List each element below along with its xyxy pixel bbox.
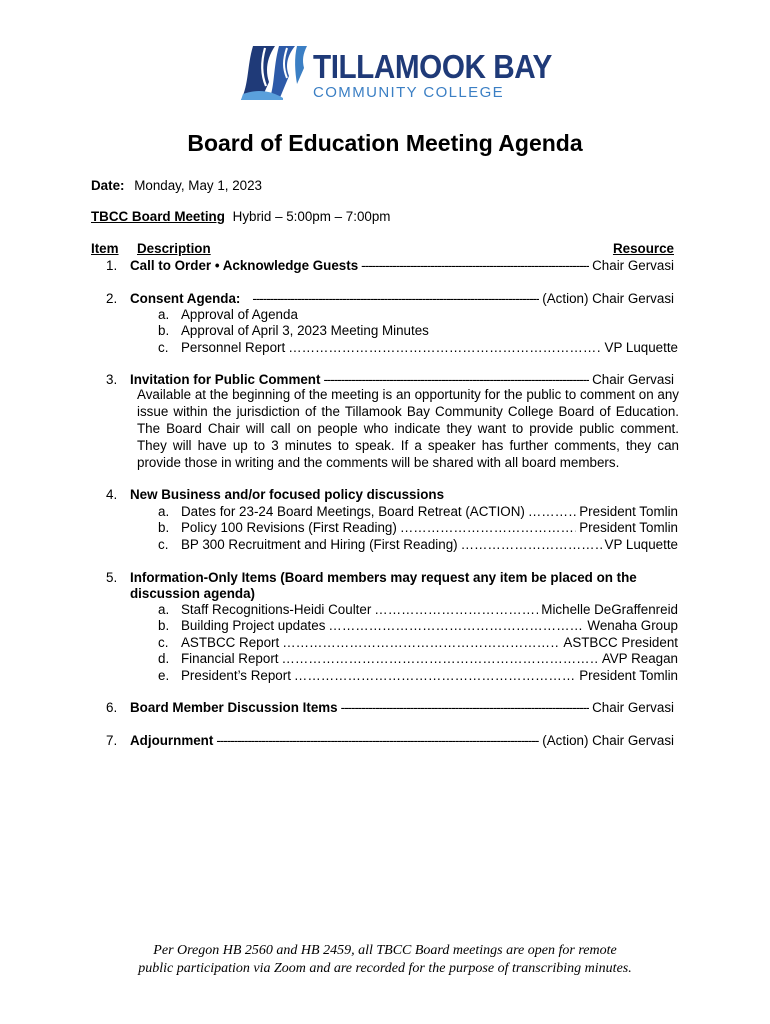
column-item: Item <box>91 241 119 256</box>
logo-name: TILLAMOOK BAY <box>313 48 552 85</box>
subitem-resource: VP Luquette <box>604 340 678 355</box>
item-title-continued: discussion agenda) <box>130 586 256 601</box>
agenda-item-7 <box>130 732 674 749</box>
dot-leader <box>282 650 599 667</box>
item-number: 3. <box>106 372 118 387</box>
wave-logo-icon <box>239 44 309 102</box>
item-resource: Chair Gervasi <box>592 258 674 273</box>
subitem-row <box>181 617 678 634</box>
subitem-label: b. <box>158 520 170 535</box>
agenda-item-1 <box>130 257 674 274</box>
column-description: Description <box>137 241 211 256</box>
footer-note <box>0 942 770 978</box>
subitem-text: Approval of April 3, 2023 Meeting Minutes <box>181 323 429 338</box>
subitem-label: c. <box>158 537 169 552</box>
subitem-text: BP 300 Recruitment and Hiring (First Reading) <box>181 537 458 552</box>
subitem-label: a. <box>158 307 170 322</box>
item-number: 2. <box>106 291 118 306</box>
item-resource: (Action) Chair Gervasi <box>542 733 674 748</box>
subitem-label: d. <box>158 651 170 666</box>
subitem-text: Financial Report <box>181 651 279 666</box>
subitem-label: a. <box>158 504 170 519</box>
item-resource: Chair Gervasi <box>592 700 674 715</box>
subitem-label: b. <box>158 618 170 633</box>
subitem-row <box>181 634 678 651</box>
subitem-text: Personnel Report <box>181 340 286 355</box>
subitem-label: c. <box>158 635 169 650</box>
dot-leader <box>328 617 584 634</box>
subitem-text: President’s Report <box>181 668 291 683</box>
item-number: 7. <box>106 733 118 748</box>
dot-leader <box>400 519 576 536</box>
subitem-row <box>181 667 678 684</box>
meeting-value: Hybrid – 5:00pm – 7:00pm <box>232 209 391 224</box>
subitem-resource: ASTBCC President <box>563 635 678 650</box>
subitem-row <box>181 601 678 618</box>
item-number: 1. <box>106 258 118 273</box>
item-resource: (Action) Chair Gervasi <box>542 291 674 306</box>
date-label: Date: <box>91 178 125 193</box>
subitem-resource: AVP Reagan <box>601 651 678 666</box>
dot-leader <box>282 634 560 651</box>
item-title: Call to Order • Acknowledge Guests <box>130 258 359 273</box>
footer-line-1: Per Oregon HB 2560 and HB 2459, all TBCC Board meetings are open for remote <box>153 943 617 958</box>
subitem-resource: President Tomlin <box>579 504 678 519</box>
dot-leader <box>461 536 602 553</box>
dot-leader <box>294 667 576 684</box>
item-number: 5. <box>106 570 118 585</box>
subitem-resource: Wenaha Group <box>587 618 678 633</box>
subitem-label: c. <box>158 340 169 355</box>
college-logo <box>239 44 552 102</box>
item-title: Invitation for Public Comment <box>130 372 321 387</box>
column-resource: Resource <box>612 241 674 256</box>
subitem-text: Building Project updates <box>181 618 326 633</box>
subitem-text: Staff Recognitions-Heidi Coulter <box>181 602 372 617</box>
subitem-resource: Michelle DeGraffenreid <box>541 602 678 617</box>
subitem-resource: VP Luquette <box>604 537 678 552</box>
subitem-text: Approval of Agenda <box>181 307 298 322</box>
subitem-row <box>181 519 678 536</box>
subitem-label: a. <box>158 602 170 617</box>
date-line <box>91 177 262 194</box>
item-title: Information-Only Items (Board members may request any item be placed on the <box>130 570 637 585</box>
item-resource: Chair Gervasi <box>592 372 674 387</box>
item-title: Consent Agenda: <box>130 291 241 306</box>
subitem-row <box>181 650 678 667</box>
subitem-resource: President Tomlin <box>579 520 678 535</box>
dash-leader <box>252 290 539 307</box>
dot-leader <box>374 601 538 618</box>
dash-leader <box>216 732 539 749</box>
subitem-label: e. <box>158 668 170 683</box>
subitem-resource: President Tomlin <box>579 668 678 683</box>
subitem-text: Dates for 23-24 Board Meetings, Board Retreat (ACTION) <box>181 504 525 519</box>
meeting-line <box>91 208 390 225</box>
agenda-item-2 <box>130 290 674 307</box>
meeting-label: TBCC Board Meeting <box>91 209 225 224</box>
page-title: Board of Education Meeting Agenda <box>187 130 583 156</box>
dot-leader <box>288 339 601 356</box>
logo-subtitle: COMMUNITY COLLEGE <box>313 84 505 101</box>
item-number: 4. <box>106 487 118 502</box>
dot-leader <box>528 503 576 520</box>
subitem-row <box>181 536 678 553</box>
subitem-text: ASTBCC Report <box>181 635 280 650</box>
subitem-row <box>181 503 678 520</box>
date-value: Monday, May 1, 2023 <box>134 178 262 193</box>
footer-line-2: public participation via Zoom and are recorded for the purpose of transcribing minutes. <box>138 961 632 976</box>
item-title: Board Member Discussion Items <box>130 700 338 715</box>
item-number: 6. <box>106 700 118 715</box>
subitem-label: b. <box>158 323 170 338</box>
subitem-text: Policy 100 Revisions (First Reading) <box>181 520 397 535</box>
public-comment-paragraph: Available at the beginning of the meeting is an opportunity for the public to comment on any issue within the jurisdiction of the Tillamook Bay Community College Board of Education. The Board Chair will call on people who indicate they want to provide public comment. They will have up to 3 minutes to speak. If a speaker has further comments, they can provide those in writing and the comments will be shared with all board members. <box>137 387 679 470</box>
dash-leader <box>341 699 590 716</box>
item-title: Adjournment <box>130 733 214 748</box>
subitem-row <box>181 339 678 356</box>
item-title: New Business and/or focused policy discussions <box>130 487 445 502</box>
agenda-item-6 <box>130 699 674 716</box>
dash-leader <box>361 257 589 274</box>
